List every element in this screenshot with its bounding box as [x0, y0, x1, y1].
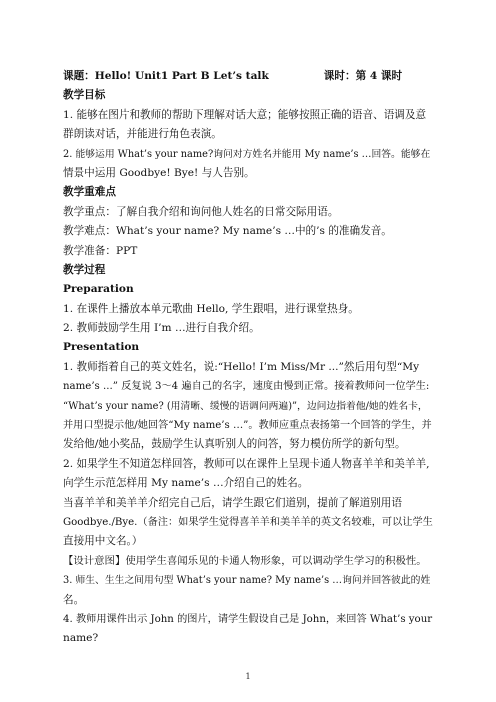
presentation-4-line-2: name?	[63, 632, 99, 645]
presentation-1-line-2: name’s ...” 反复说 3～4 遍自己的名字，速度由慢到正常。接着教师问一位学生:	[63, 381, 430, 393]
presentation-2-line-3: 当喜羊羊和美羊羊介绍完自己后，请学生跟它们道别，提前了解道别用语	[63, 496, 402, 509]
preparation-step-1: 1. 在课件上播放本单元歌曲 Hello, 学生跟唱，进行课堂热身。	[63, 302, 359, 315]
presentation-heading: Presentation	[63, 341, 140, 354]
design-intent: 【设计意图】使用学生喜闻乐见的卡通人物形象，可以调动学生学习的积极性。	[63, 554, 427, 567]
lesson-title: 课题：Hello! Unit1 Part B Let’s talk	[63, 70, 269, 82]
goal-2-line-2: 情景中运用 Goodbye! Bye! 与人告别。	[63, 166, 255, 179]
presentation-2-line-4: Goodbye./Bye.（备注：如果学生觉得喜羊羊和美羊羊的英文名较难，可以让学生	[63, 516, 433, 528]
lesson-period: 课时：第 4 课时	[323, 70, 403, 82]
title-row	[63, 67, 433, 86]
difficult-point: 教学难点：What’s your name? My name’s …中的’s 的准确发音。	[63, 225, 392, 238]
presentation-3-line-1: 3. 师生、生生之间用句型 What’s your name? My name’s …询问并回答彼此的姓	[63, 575, 431, 587]
goal-1-line-2: 群朗读对话，并能进行角色表演。	[63, 128, 222, 141]
goals-heading: 教学目标	[63, 89, 106, 102]
teaching-preparation: 教学准备：PPT	[63, 244, 138, 257]
key-point: 教学重点：了解自我介绍和询问他人姓名的日常交际用语。	[63, 205, 339, 218]
presentation-2-line-1: 2. 如果学生不知道怎样回答，教师可以在课件上呈现卡通人物喜羊羊和美羊羊,	[63, 457, 430, 470]
presentation-1-line-4: 并用口型提示他/她回答“My name’s …”。教师应重点表扬第一个回答的学生，并	[63, 420, 432, 432]
goal-1-line-1: 1. 能够在图片和教师的帮助下理解对话大意；能够按照正确的语音、语调及意	[63, 108, 427, 121]
presentation-2-line-2: 向学生示范怎样用 My name’s …介绍自己的姓名。	[63, 477, 309, 490]
presentation-4-line-1: 4. 教师用课件出示 John 的图片，请学生假设自己是 John，来回答 What’s your	[63, 613, 433, 625]
document-body	[63, 67, 433, 649]
preparation-step-2: 2. 教师鼓励学生用 I’m …进行自我介绍。	[63, 322, 260, 335]
key-points-heading: 教学重难点	[63, 186, 116, 199]
presentation-3-line-2: 名。	[63, 593, 85, 606]
presentation-1-line-3: “What’s your name? (用清晰、缓慢的语调问两遍)”，边问边指着他/她的姓名卡，	[63, 400, 428, 412]
presentation-2-line-5: 直接用中文名。）	[63, 535, 143, 548]
goal-2-line-1: 2. 能够运用 What’s your name?询问对方姓名并能用 My name’s …回答。能够在	[63, 148, 431, 160]
presentation-1-line-5: 发给他/她小奖品，鼓励学生认真听别人的问答，努力模仿所学的新句型。	[63, 438, 406, 451]
page-number: 1	[245, 672, 251, 681]
process-heading: 教学过程	[63, 263, 106, 276]
presentation-1-line-1: 1. 教师指着自己的英文姓名，说:“Hello! I’m Miss/Mr ...”然后用句型“My	[63, 360, 420, 373]
preparation-heading: Preparation	[63, 283, 134, 296]
